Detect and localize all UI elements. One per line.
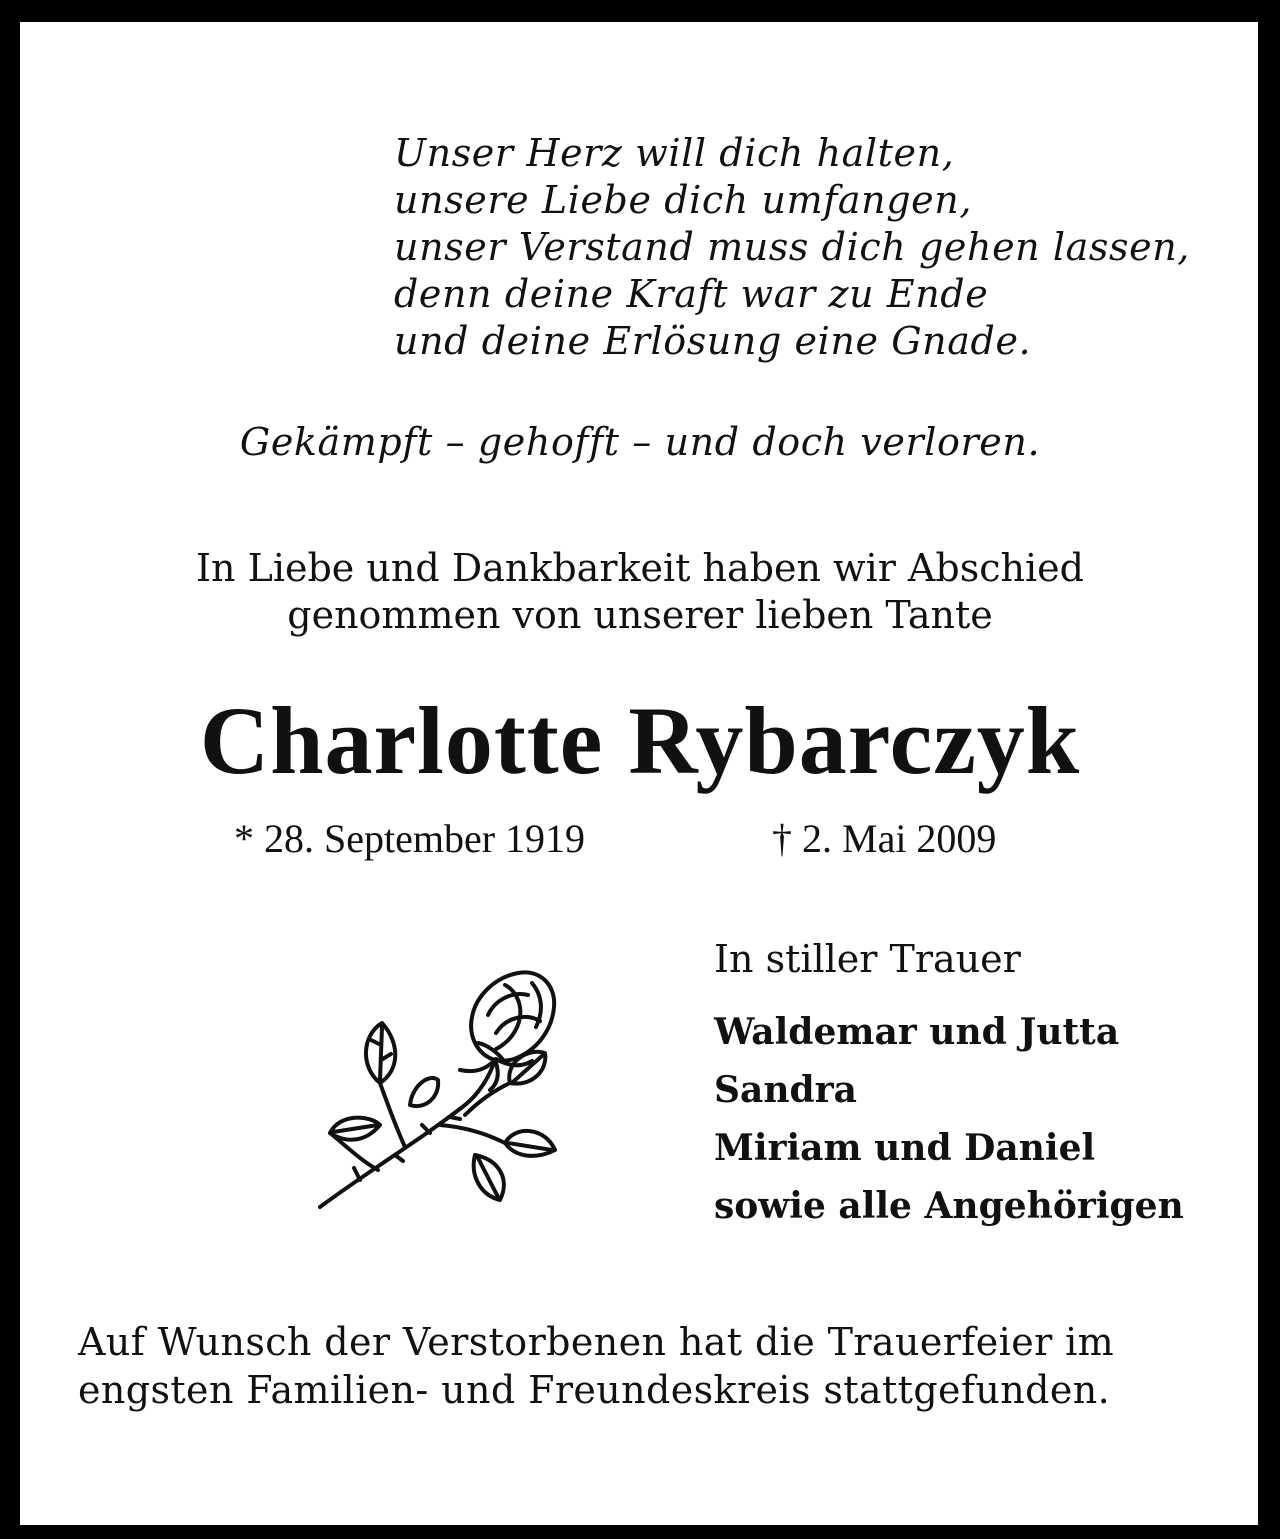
- death-date: † 2. Mai 2009: [772, 816, 997, 861]
- closing-line: engsten Familien- und Freundeskreis stattgefunden.: [78, 1368, 1111, 1412]
- intro-text: [0, 545, 1280, 639]
- poem-line: unser Verstand muss dich gehen lassen,: [394, 225, 1190, 269]
- closing-note: [78, 1318, 1202, 1414]
- deceased-name: Charlotte Rybarczyk: [199, 687, 1081, 794]
- mourner-list: [714, 1003, 1184, 1235]
- birth-date: * 28. September 1919: [234, 816, 586, 861]
- closing-line: Auf Wunsch der Verstorbenen hat die Trauerfeier im: [78, 1320, 1115, 1364]
- poem-line: denn deine Kraft war zu Ende: [394, 272, 989, 316]
- poem-line: unsere Liebe dich umfangen,: [394, 178, 973, 222]
- mourner-name: sowie alle Angehörigen: [714, 1185, 1184, 1227]
- poem-line: Unser Herz will dich halten,: [394, 131, 955, 175]
- mourner-name: Miriam und Daniel: [714, 1127, 1096, 1169]
- mourner-name: Waldemar und Jutta: [714, 1011, 1120, 1053]
- motto: Gekämpft – gehofft – und doch verloren.: [239, 420, 1041, 464]
- intro-line: In Liebe und Dankbarkeit haben wir Abschied: [196, 546, 1084, 590]
- poem-line: und deine Erlösung eine Gnade.: [394, 319, 1032, 363]
- rose-icon: [300, 955, 570, 1225]
- intro-line: genommen von unserer lieben Tante: [287, 593, 993, 637]
- mourning-heading: In stiller Trauer: [714, 937, 1021, 981]
- poem: [394, 130, 1274, 365]
- mourner-name: Sandra: [714, 1069, 857, 1111]
